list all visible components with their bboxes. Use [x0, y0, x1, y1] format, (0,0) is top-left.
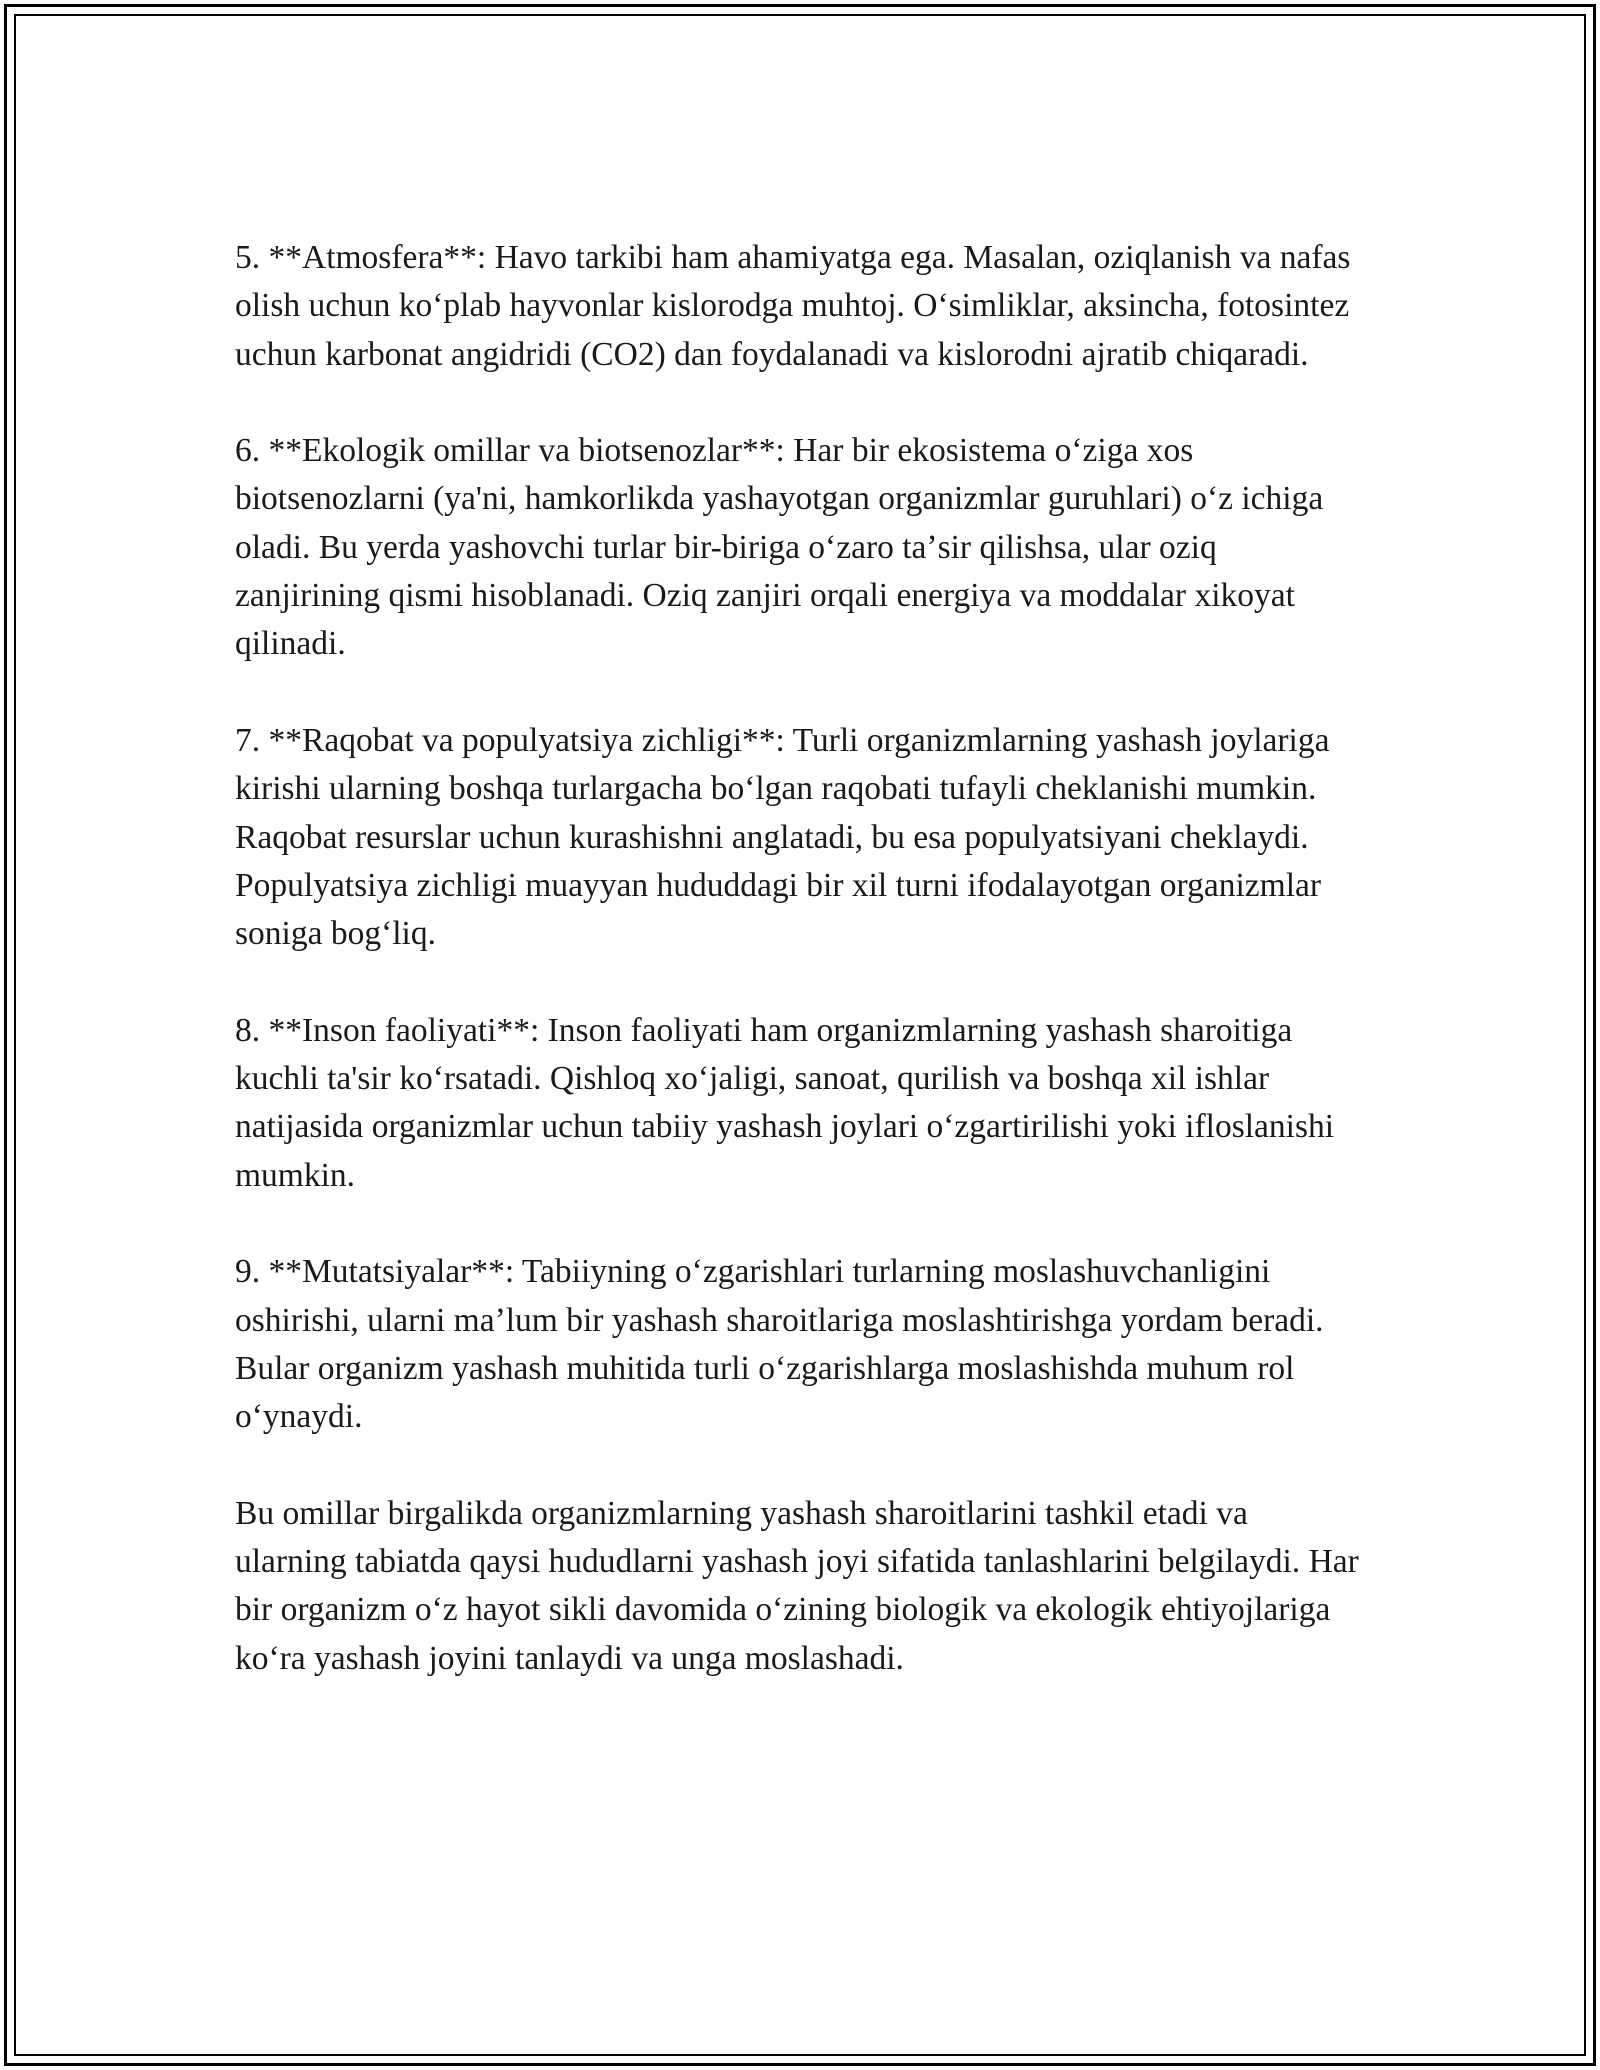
paragraph-raqobat: 7. **Raqobat va populyatsiya zichligi**: Turli organizmlarning yashash joylariga kirishi ularning boshqa turlargacha boʻlgan raqobati tufayli cheklanishi mumkin. Raqobat resurslar uchun kurashishni anglatadi, bu esa populyatsiyani cheklaydi. Populyatsiya zichligi muayyan hududdagi bir xil turni ifodalayotgan organizmlar soniga bogʻliq. — [235, 721, 1330, 953]
document-body — [235, 234, 1360, 1731]
paragraph-inson-faoliyati: 8. **Inson faoliyati**: Inson faoliyati ham organizmlarning yashash sharoitiga kuchli ta'sir koʻrsatadi. Qishloq xoʻjaligi, sanoat, qurilish va boshqa xil ishlar natijasida organizmlar uchun tabiiy yashash joylari oʻzgartirilishi yoki ifloslanishi mumkin. — [235, 1011, 1335, 1194]
paragraph-ekologik-omillar: 6. **Ekologik omillar va biotsenozlar**: Har bir ekosistema oʻziga xos biotsenozlarni (ya'ni, hamkorlikda yashayotgan organizmlar guruhlari) oʻz ichiga oladi. Bu yerda yashovchi turlar bir-biriga oʻzaro taʼsir qilishsa, ular oziq zanjirining qismi hisoblanadi. Oziq zanjiri orqali energiya va moddalar xikoyat qilinadi. — [235, 432, 1324, 663]
paragraph-mutatsiyalar: 9. **Mutatsiyalar**: Tabiiyning oʻzgarishlari turlarning moslashuvchanligini oshirishi, ularni maʼlum bir yashash sharoitlariga moslashtirishga yordam beradi. Bular organizm yashash muhitida turli oʻzgarishlarga moslashishda muhum rol oʻynaydi. — [235, 1253, 1324, 1436]
paragraph-conclusion: Bu omillar birgalikda organizmlarning yashash sharoitlarini tashkil etadi va ularning tabiatda qaysi hududlarni yashash joyi sifatida tanlashlarini belgilaydi. Har bir organizm oʻz hayot sikli davomida oʻzining biologik va ekologik ehtiyojlariga koʻra yashash joyini tanlaydi va unga moslashadi. — [235, 1494, 1359, 1677]
paragraph-atmosfera: 5. **Atmosfera**: Havo tarkibi ham ahamiyatga ega. Masalan, oziqlanish va nafas olish uchun koʻplab hayvonlar kislorodga muhtoj. Oʻsimliklar, aksincha, fotosintez uchun karbonat angidridi (CO2) dan foydalanadi va kislorodni ajratib chiqaradi. — [235, 239, 1351, 373]
